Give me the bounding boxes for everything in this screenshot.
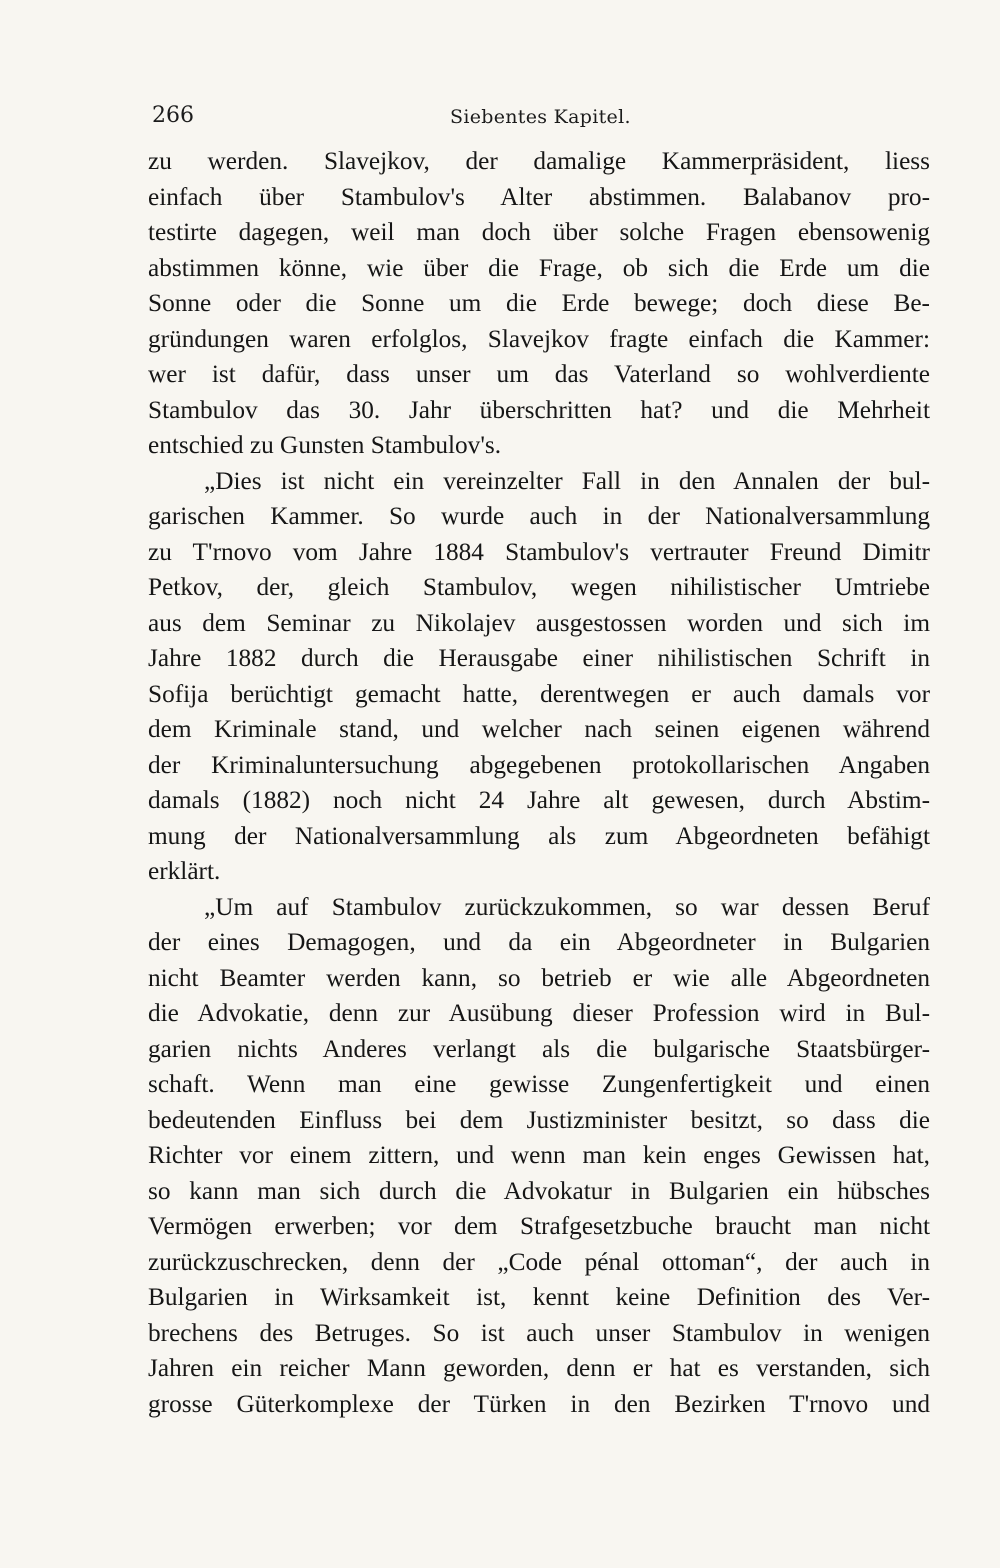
text-line: Sonne oder die Sonne um die Erde bewege; doch diese Be-: [148, 289, 930, 317]
text-line: brechens des Betruges. So ist auch unser Stambulov in wenigen: [148, 1318, 930, 1347]
text-line: mung der Nationalversammlung als zum Abgeordneten befähigt: [148, 821, 930, 850]
text-line: nicht Beamter werden kann, so betrieb er wie alle Abgeordneten: [148, 963, 930, 992]
text-line: garischen Kammer. So wurde auch in der Nationalversammlung: [148, 502, 930, 530]
text-line: zu T'rnovo vom Jahre 1884 Stambulov's vertrauter Freund Dimitr: [148, 537, 930, 566]
text-line: der Kriminaluntersuchung abgegebenen protokollarischen Angaben: [148, 750, 930, 779]
text-line: grosse Güterkomplexe der Türken in den Bezirken T'rnovo und: [148, 1389, 930, 1418]
text-line: erklärt.: [148, 857, 221, 885]
text-line: „Dies ist nicht ein vereinzelter Fall in den Annalen der bul-: [204, 466, 930, 495]
text-line: die Advokatie, denn zur Ausübung dieser Profession wird in Bul-: [148, 999, 930, 1027]
text-line: der eines Demagogen, und da ein Abgeordneter in Bulgarien: [148, 928, 930, 956]
text-line: wer ist dafür, dass unser um das Vaterland so wohlverdiente: [148, 360, 930, 388]
page-number: 266: [152, 103, 194, 128]
text-line: bedeutenden Einfluss bei dem Justizminister besitzt, so dass die: [148, 1105, 930, 1134]
running-head: Siebentes Kapitel.: [450, 106, 631, 128]
page-header: [150, 98, 929, 138]
text-line: garien nichts Anderes verlangt als die bulgarische Staatsbürger-: [148, 1034, 930, 1063]
text-line: dem Kriminale stand, und welcher nach seinen eigenen während: [148, 715, 930, 743]
text-line: abstimmen könne, wie über die Frage, ob sich die Erde um die: [148, 253, 930, 282]
text-line: Jahren ein reicher Mann geworden, denn er hat es verstanden, sich: [148, 1354, 930, 1382]
text-line: testirte dagegen, weil man doch über solche Fragen ebensowenig: [148, 218, 930, 246]
text-line: zurückzuschrecken, denn der „Code pénal ottoman“, der auch in: [148, 1247, 930, 1276]
text-line: entschied zu Gunsten Stambulov's.: [148, 431, 502, 459]
text-line: aus dem Seminar zu Nikolajev ausgestossen worden und sich im: [148, 608, 930, 637]
text-line: gründungen waren erfolglos, Slavejkov fragte einfach die Kammer:: [148, 324, 930, 353]
text-line: so kann man sich durch die Advokatur in Bulgarien ein hübsches: [148, 1176, 930, 1205]
text-line: Stambulov das 30. Jahr überschritten hat? und die Mehrheit: [148, 395, 930, 424]
body-text: [148, 144, 930, 1422]
text-line: Bulgarien in Wirksamkeit ist, kennt keine Definition des Ver-: [148, 1283, 930, 1311]
text-line: zu werden. Slavejkov, der damalige Kammerpräsident, liess: [148, 147, 930, 175]
text-line: einfach über Stambulov's Alter abstimmen. Balabanov pro-: [148, 182, 930, 211]
text-line: Petkov, der, gleich Stambulov, wegen nihilistischer Umtriebe: [148, 573, 930, 601]
text-line: damals (1882) noch nicht 24 Jahre alt gewesen, durch Abstim-: [148, 786, 930, 814]
text-line: Vermögen erwerben; vor dem Strafgesetzbuche braucht man nicht: [148, 1212, 930, 1240]
text-line: schaft. Wenn man eine gewisse Zungenfertigkeit und einen: [148, 1070, 930, 1098]
text-line: Jahre 1882 durch die Herausgabe einer nihilistischen Schrift in: [148, 644, 930, 672]
text-line: „Um auf Stambulov zurückzukommen, so war dessen Beruf: [204, 892, 930, 921]
text-line: Richter vor einem zittern, und wenn man kein enges Gewissen hat,: [148, 1141, 930, 1169]
text-line: Sofija berüchtigt gemacht hatte, derentwegen er auch damals vor: [148, 679, 930, 708]
